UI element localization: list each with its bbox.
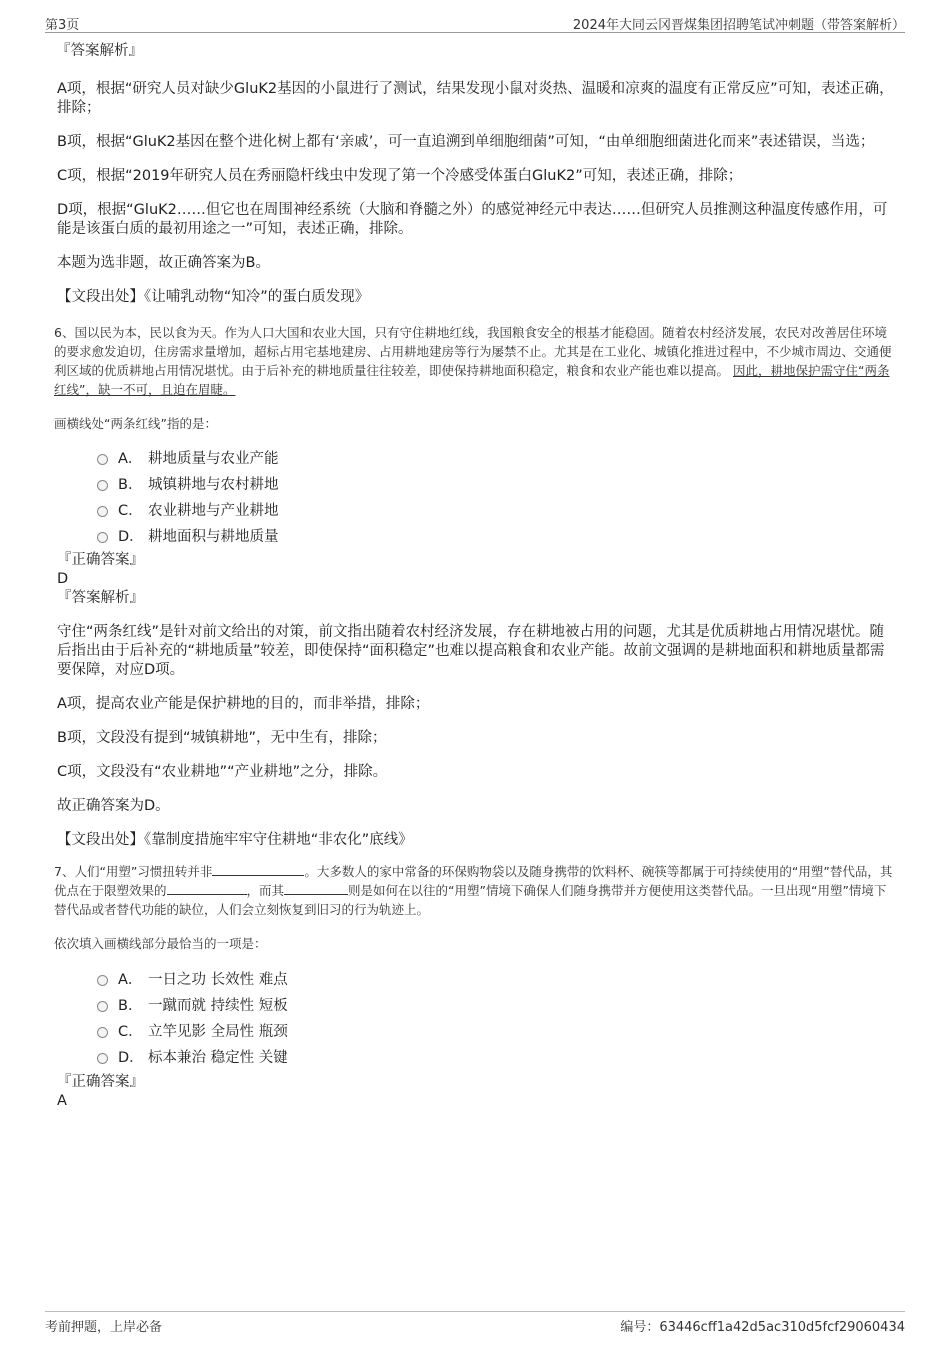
fill-blank-1 (212, 863, 304, 876)
question-6-options (97, 444, 897, 548)
option-b[interactable]: B． 一蹴而就 持续性 短板 (97, 991, 897, 1017)
analysis-option-d: D项，根据“GluK2……但它也在周围神经系统（大脑和脊髓之外）的感觉神经元中表达……但研究人员推测这种温度传感作用，可能是该蛋白质的最初用途之一”可知，表述正确，排除。 (57, 202, 888, 237)
correct-answer: D (57, 571, 69, 587)
radio-button[interactable] (97, 975, 108, 986)
page-header (45, 10, 905, 33)
analysis-option-c: C项，根据“2019年研究人员在秀丽隐杆线虫中发现了第一个冷感受体蛋白GluK2”可知，表述正确，排除； (57, 168, 743, 184)
page-footer (45, 1311, 905, 1336)
radio-button[interactable] (97, 1027, 108, 1038)
footer-slogan: 考前押题，上岸必备 (45, 1320, 163, 1335)
radio-button[interactable] (97, 1053, 108, 1064)
page-number: 第3页 (45, 18, 80, 33)
radio-button[interactable] (97, 1001, 108, 1012)
fill-blank-2 (167, 882, 247, 895)
option-c[interactable]: C． 农业耕地与产业耕地 (97, 496, 897, 522)
option-d[interactable]: D． 耕地面积与耕地质量 (97, 522, 897, 548)
option-d[interactable]: D． 标本兼治 稳定性 关键 (97, 1043, 897, 1069)
passage-source: 【文段出处】《让哺乳动物“知冷”的蛋白质发现》 (57, 289, 370, 305)
radio-button[interactable] (97, 506, 108, 517)
option-c[interactable]: C． 立竿见影 全局性 瓶颈 (97, 1017, 897, 1043)
analysis-option-b: B项，根据“GluK2基因在整个进化树上都有‘亲戚’，可一直追溯到单细胞细菌”可知，“由单细胞细菌进化而来”表述错误，当选； (57, 134, 875, 150)
analysis-option-a: A项，提高农业产能是保护耕地的目的，而非举措，排除； (57, 696, 430, 712)
correct-answer: A (57, 1093, 67, 1109)
document-title: 2024年大同云冈晋煤集团招聘笔试冲刺题（带答案解析） (572, 18, 905, 33)
page-content (54, 42, 897, 1111)
question-6-prompt: 画横线处“两条红线”指的是： (54, 416, 217, 431)
option-a[interactable]: A． 耕地质量与农业产能 (97, 444, 897, 470)
radio-button[interactable] (97, 532, 108, 543)
analysis-label: 『答案解析』 (56, 43, 143, 59)
analysis-option-b: B项，文段没有提到“城镇耕地”，无中生有，排除； (57, 730, 387, 746)
question-7-passage: 7、人们“用塑”习惯扭转并非 。大多数人的家中常备的环保购物袋以及随身携带的饮料杯、碗筷等都属于可持续使用的“用塑”替代品，其优点在于限塑效果的 ，而其 则是如何在以往的“用塑”情境下确保人们随身携带并方便使用这类替代品。一旦出现“用塑”情境下替代品或者替代功能的缺位，人们会立刻恢复到旧习的行为轨迹上。 (54, 864, 893, 917)
question-7-prompt: 依次填入画横线部分最恰当的一项是： (54, 936, 267, 951)
document-id: 编号：63446cff1a42d5ac310d5fcf29060434 (620, 1320, 905, 1335)
question-6-passage: 6、国以民为本，民以食为天。作为人口大国和农业大国，只有守住耕地红线，我国粮食安全的根基才能稳固。随着农村经济发展，农民对改善居住环境的要求愈发迫切，住房需求量增加，超标占用宅基地建房、占用耕地建房等行为屡禁不止。尤其是在工业化、城镇化推进过程中，不少城市周边、交通便利区域的优质耕地占用情况堪忧。由于后补充的耕地质量往往较差，即使保持耕地面积稳定，粮食和农业产能也难以提高。 因此，耕地保护需守住“两条红线”，缺一不可，且迫在眉睫。 (54, 325, 892, 397)
question-7-options (97, 965, 897, 1069)
option-b[interactable]: B． 城镇耕地与农村耕地 (97, 470, 897, 496)
radio-button[interactable] (97, 480, 108, 491)
underlined-sentence: 因此，耕地保护需守住“两条红线”，缺一不可，且迫在眉睫。 (54, 363, 890, 397)
analysis-label: 『答案解析』 (57, 590, 144, 606)
analysis-option-c: C项，文段没有“农业耕地”“产业耕地”之分，排除。 (57, 764, 388, 780)
analysis-conclusion: 本题为选非题，故正确答案为B。 (57, 255, 270, 271)
correct-answer-label: 『正确答案』 (57, 552, 144, 568)
analysis-text: 守住“两条红线”是针对前文给出的对策，前文指出随着农村经济发展，存在耕地被占用的问题，尤其是优质耕地占用情况堪忧。随后指出由于后补充的“耕地质量”较差，即使保持“面积稳定”也难以提高粮食和农业产能。故前文强调的是耕地面积和耕地质量都需要保障，对应D项。 (57, 624, 885, 678)
correct-answer-label: 『正确答案』 (57, 1074, 144, 1090)
analysis-conclusion: 故正确答案为D。 (57, 798, 170, 814)
radio-button[interactable] (97, 454, 108, 465)
option-a[interactable]: A． 一日之功 长效性 难点 (97, 965, 897, 991)
analysis-option-a: A项，根据“研究人员对缺少GluK2基因的小鼠进行了测试，结果发现小鼠对炎热、温暖和凉爽的温度有正常反应”可知，表述正确，排除； (57, 81, 894, 116)
passage-source: 【文段出处】《靠制度措施牢牢守住耕地“非农化”底线》 (57, 832, 413, 848)
fill-blank-3 (284, 882, 348, 895)
